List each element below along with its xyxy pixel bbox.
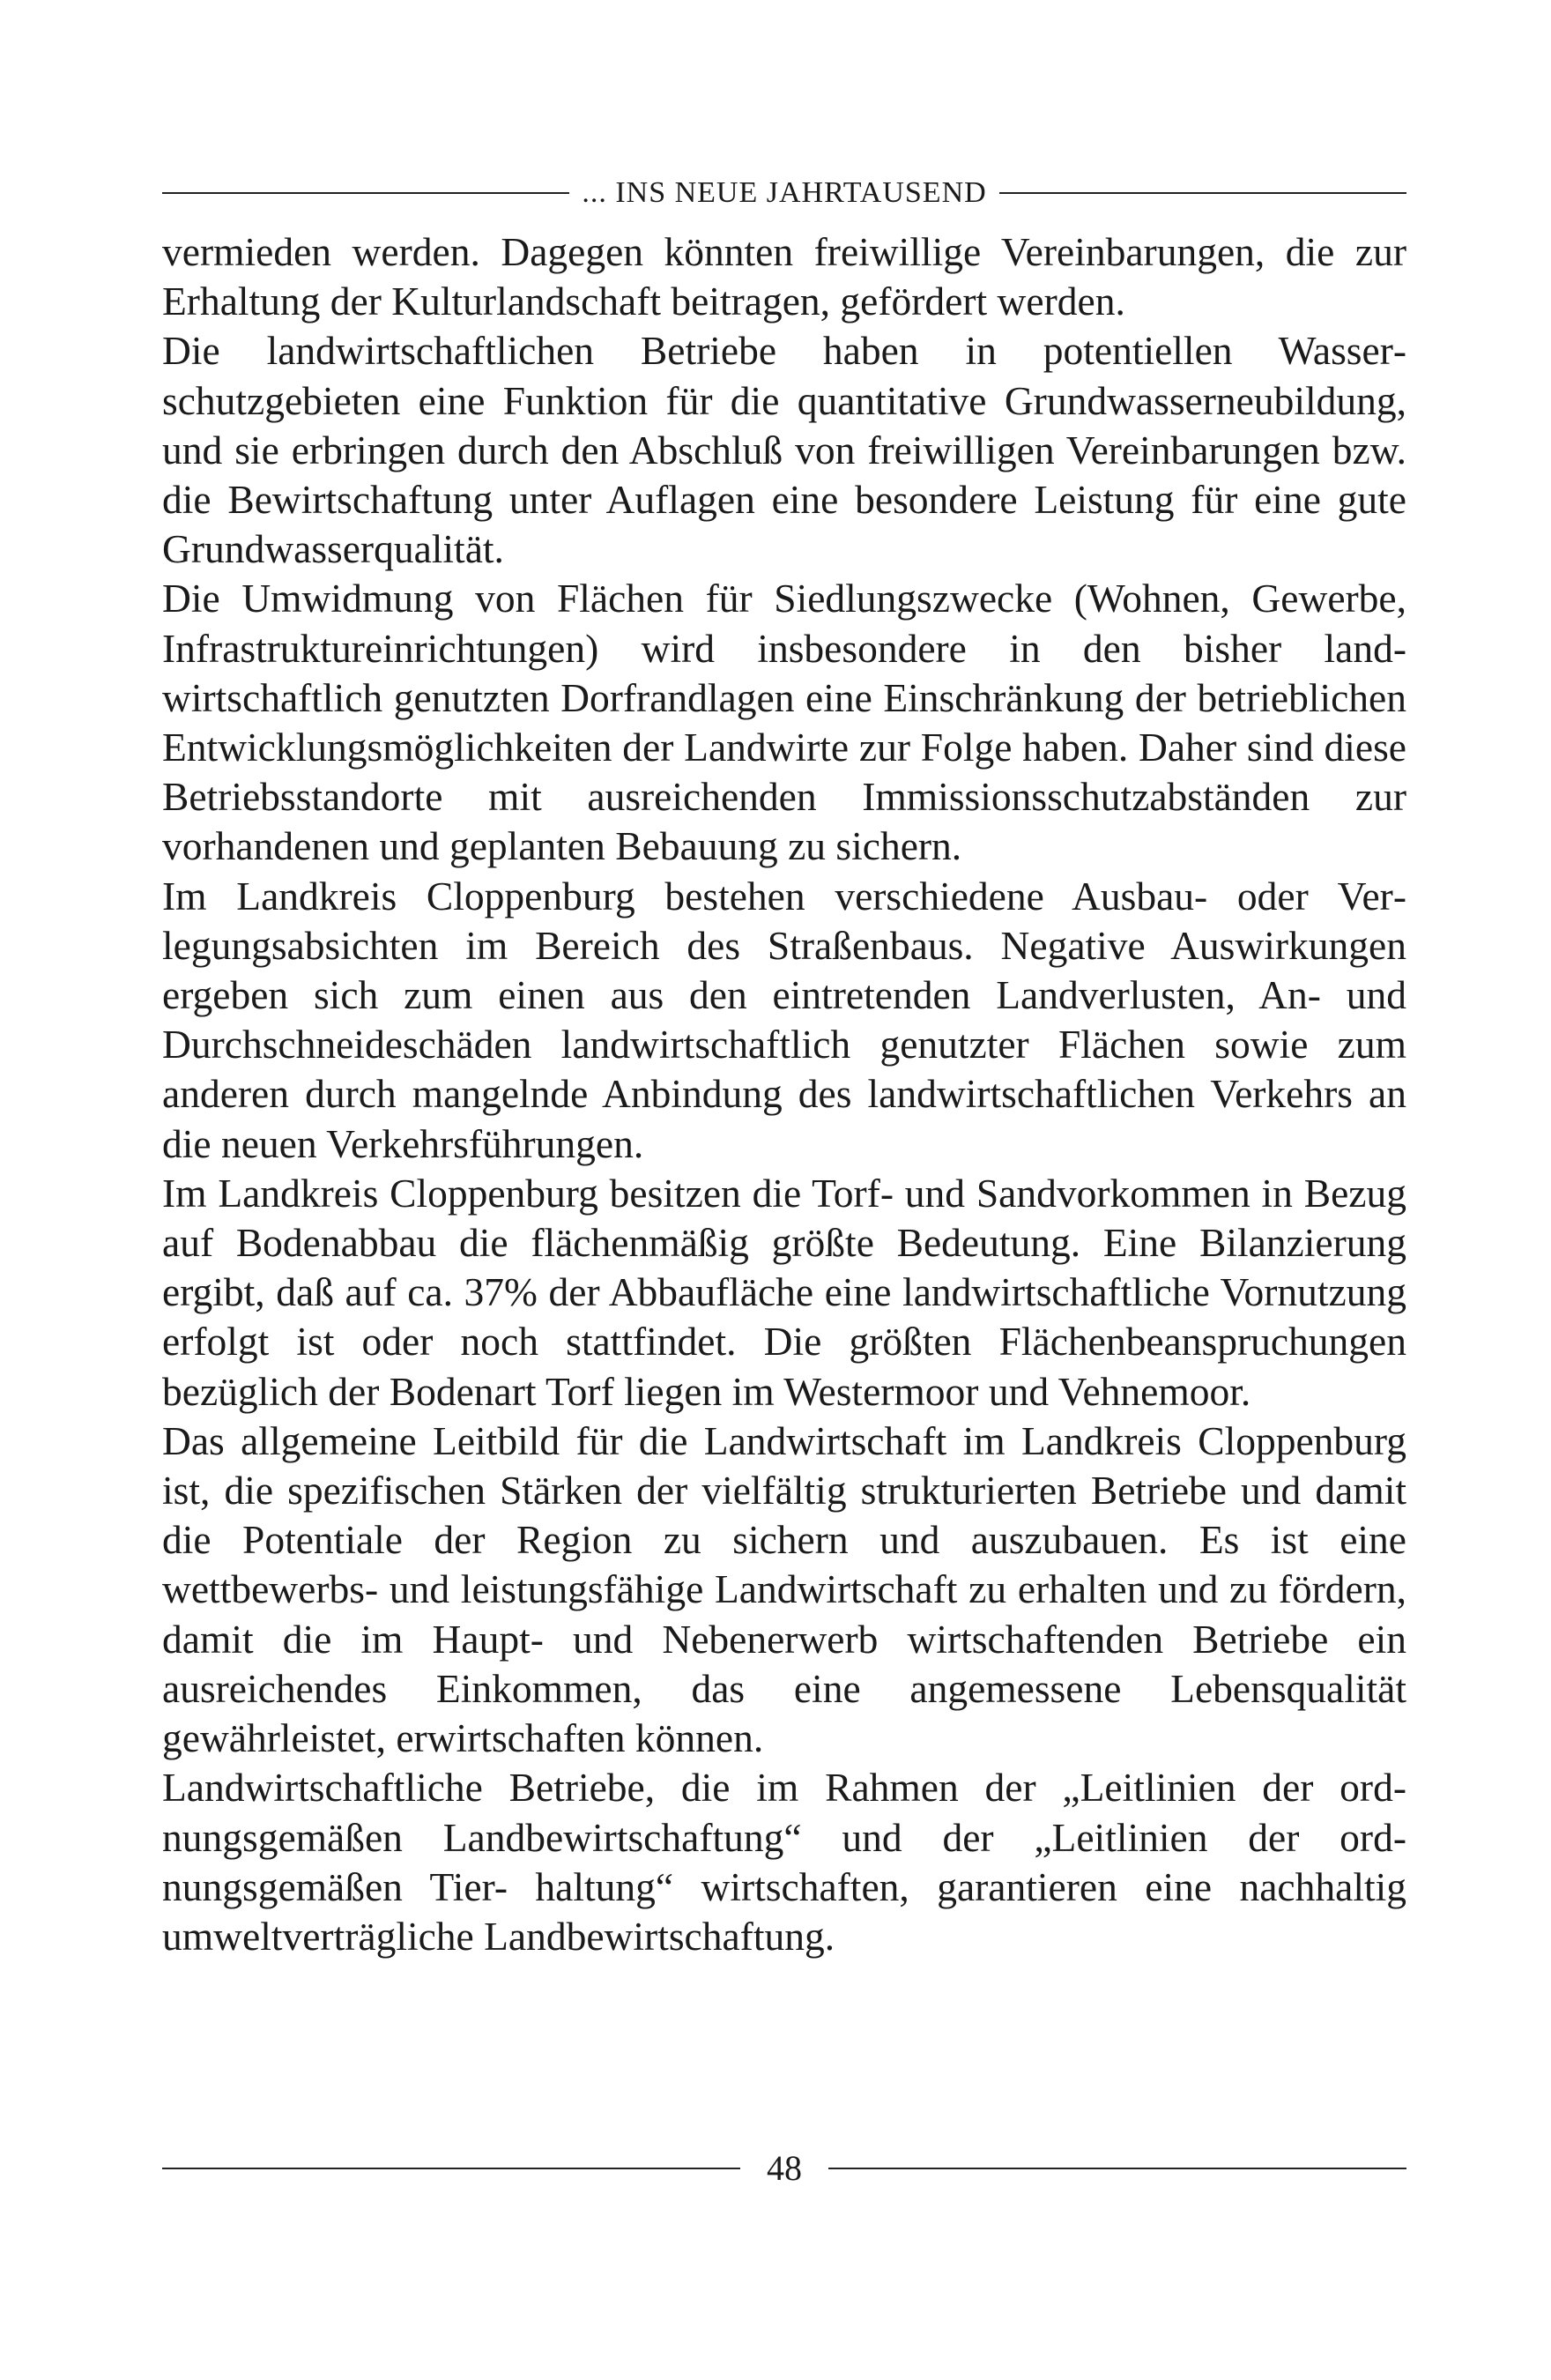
paragraph: vermieden werden. Dagegen könnten freiwillige Vereinbarungen, die zur Erhaltung der Kulturlandschaft beitragen, gefördert werden. — [162, 229, 1406, 324]
body-text — [162, 227, 1406, 1961]
running-header — [162, 169, 1406, 217]
footer-rule-right — [828, 2168, 1406, 2169]
page-footer — [162, 2144, 1406, 2193]
paragraph: Das allgemeine Leitbild für die Landwirtschaft im Landkreis Cloppenburg ist, die spezifischen Stärken der vielfältig strukturierten Betriebe und damit die Potentiale der Region zu sichern und auszubauen. Es ist eine wettbewerbs- und leistungsfähige Landwirtschaft zu erhalten und zu fördern, damit die im Haupt- und Nebenerwerb wirtschaftenden Betriebe ein ausreichendes Einkommen, das eine angemessene Lebensqualität gewährleistet, erwirtschaften können. — [162, 1417, 1406, 1761]
header-rule-right — [999, 192, 1406, 194]
paragraph: Im Landkreis Cloppenburg bestehen verschiedene Ausbau- oder Verlegungsabsichten im Bereich des Straßenbaus. Negative Auswirkungen ergeben sich zum einen aus den eintretenden Landverlusten, An- und Durchschneideschäden landwirtschaftlich genutzter Flächen sowie zum anderen durch mangelnde Anbindung des landwirtschaftlichen Verkehrs an die neuen Verkehrsführungen. — [162, 873, 1406, 1166]
paragraph: Die landwirtschaftlichen Betriebe haben in potentiellen Wasserschutzgebieten eine Funktion für die quantitative Grundwasserneubildung, und sie erbringen durch den Abschluß von freiwilligen Vereinbarungen bzw. die Bewirtschaftung unter Auflagen eine besondere Leistung für eine gute Grundwasserqualität. — [162, 328, 1406, 572]
paragraph: Die Umwidmung von Flächen für Siedlungszwecke (Wohnen, Gewerbe, Infrastruktureinrichtungen) wird insbesondere in den bisher landwirtschaftlich genutzten Dorfrandlagen eine Einschränkung der betrieblichen Entwicklungsmöglichkeiten der Landwirte zur Folge haben. Daher sind diese Betriebsstandorte mit ausreichenden Immissionsschutzabständen zur vorhandenen und geplanten Bebauung zu sichern. — [162, 576, 1406, 869]
page-number: 48 — [767, 2148, 802, 2188]
running-title: ... INS NEUE JAHRTAUSEND — [582, 176, 987, 209]
footer-rule-left — [162, 2168, 740, 2169]
paragraph: Landwirtschaftliche Betriebe, die im Rahmen der „Leitlinien der ordnungsgemäßen Landbewirtschaftung“ und der „Leitlinien der ordnungsgemäßen Tier- haltung“ wirtschaften, garantieren eine nachhaltig umweltverträgliche Landbewirtschaftung. — [162, 1765, 1406, 1959]
header-rule-left — [162, 192, 569, 194]
paragraph: Im Landkreis Cloppenburg besitzen die Torf- und Sandvorkommen in Bezug auf Bodenabbau die flächenmäßig größte Bedeutung. Eine Bilanzierung ergibt, daß auf ca. 37% der Abbaufläche eine landwirtschaftliche Vornutzung erfolgt ist oder noch stattfindet. Die größten Flächenbeanspruchungen bezüglich der Bodenart Torf liegen im Westermoor und Vehnemoor. — [162, 1170, 1406, 1414]
